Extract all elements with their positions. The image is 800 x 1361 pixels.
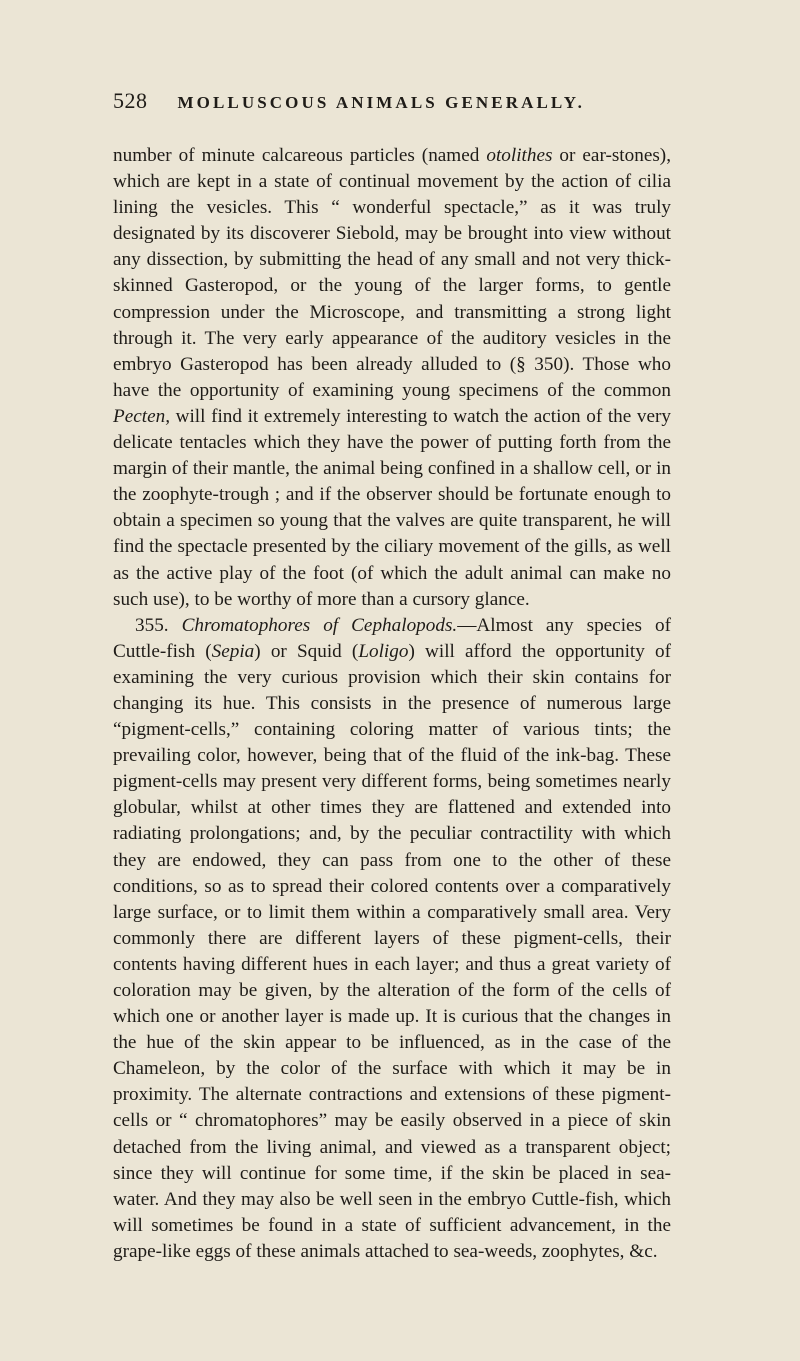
term-pecten: Pecten, — [113, 405, 170, 427]
page-number: 528 — [113, 88, 148, 113]
paragraph-section-355 — [113, 613, 671, 1265]
text-run: ) will afford the opportunity of examining the very curious provision which their skin contains for changing its hue. This consists in the presence of numerous large “pigment-cells,” containing coloring matter of various tints; the prevailing color, however, being that of the fluid of the ink-bag. These pigment-cells may present very different forms, being sometimes nearly globular, whilst at other times they are flattened and extended into radiating prolongations; and, by the peculiar contractility with which they are endowed, they can pass from one to the other of these conditions, so as to spread their colored contents over a comparatively large surface, or to limit them within a comparatively small area. Very commonly there are different layers of these pigment-cells, their contents having different hues in each layer; and thus a great variety of coloration may be given, by the alteration of the form of the cells of which one or another layer is made up. It is curious that the changes in the hue of the skin appear to be influenced, as in the case of the Chameleon, by the color of the surface with which it may be in proximity. The alternate contractions and extensions of these pigment-cells or “ chromatophores” may be easily observed in a piece of skin detached from the living animal, and viewed as a transparent object; since they will continue for some time, if the skin be placed in sea-water. And they may also be well seen in the embryo Cuttle-fish, which will sometimes be found in a state of sufficient advancement, in the grape-like eggs of these animals attached to sea-weeds, zoophytes, &c. — [113, 640, 672, 1262]
text-run: or ear-stones), which are kept in a state of continual movement by the action of cilia lining the vesicles. This “ wonderful spectacle,” as it was truly designated by its discoverer Siebold, may be brought into view without any dissection, by submitting the head of any small and not very thick-skinned Gasteropod, or the young of the larger forms, to gentle compression under the Microscope, and transmitting a strong light through it. The very early appearance of the auditory vesicles in the embryo Gasteropod has been already alluded to (§ 350). Those who have the opportunity of examining young specimens of the common — [113, 145, 671, 401]
text-run: —Almost any species of Cuttle-fish ( — [113, 614, 671, 662]
text-run: will find it extremely interesting to watch the action of the very delicate tentacles which they have the power of putting forth from the margin of their mantle, the animal being confined in a shallow cell, or in the zoophyte-trough ; and if the observer should be fortunate enough to obtain a specimen so young that the valves are quite transparent, he will find the spectacle presented by the ciliary movement of the gills, as well as the active play of the foot (of which the adult animal can make no such use), to be worthy of more than a cursory glance. — [113, 405, 671, 610]
term-sepia: Sepia — [211, 640, 255, 662]
running-head — [113, 88, 653, 118]
text-run: ) or Squid ( — [254, 640, 359, 662]
text-run: number of minute calcareous particles (named — [113, 145, 487, 166]
term-loligo: Loligo — [358, 640, 409, 662]
section-number: 355. — [135, 614, 169, 636]
section-heading: Chromatophores of Cephalopods. — [181, 614, 458, 636]
paragraph-continuation — [113, 143, 671, 613]
running-title: MOLLUSCOUS ANIMALS GENERALLY. — [177, 93, 585, 112]
term-otolithes: otolithes — [486, 145, 553, 166]
body-text — [113, 143, 671, 1265]
